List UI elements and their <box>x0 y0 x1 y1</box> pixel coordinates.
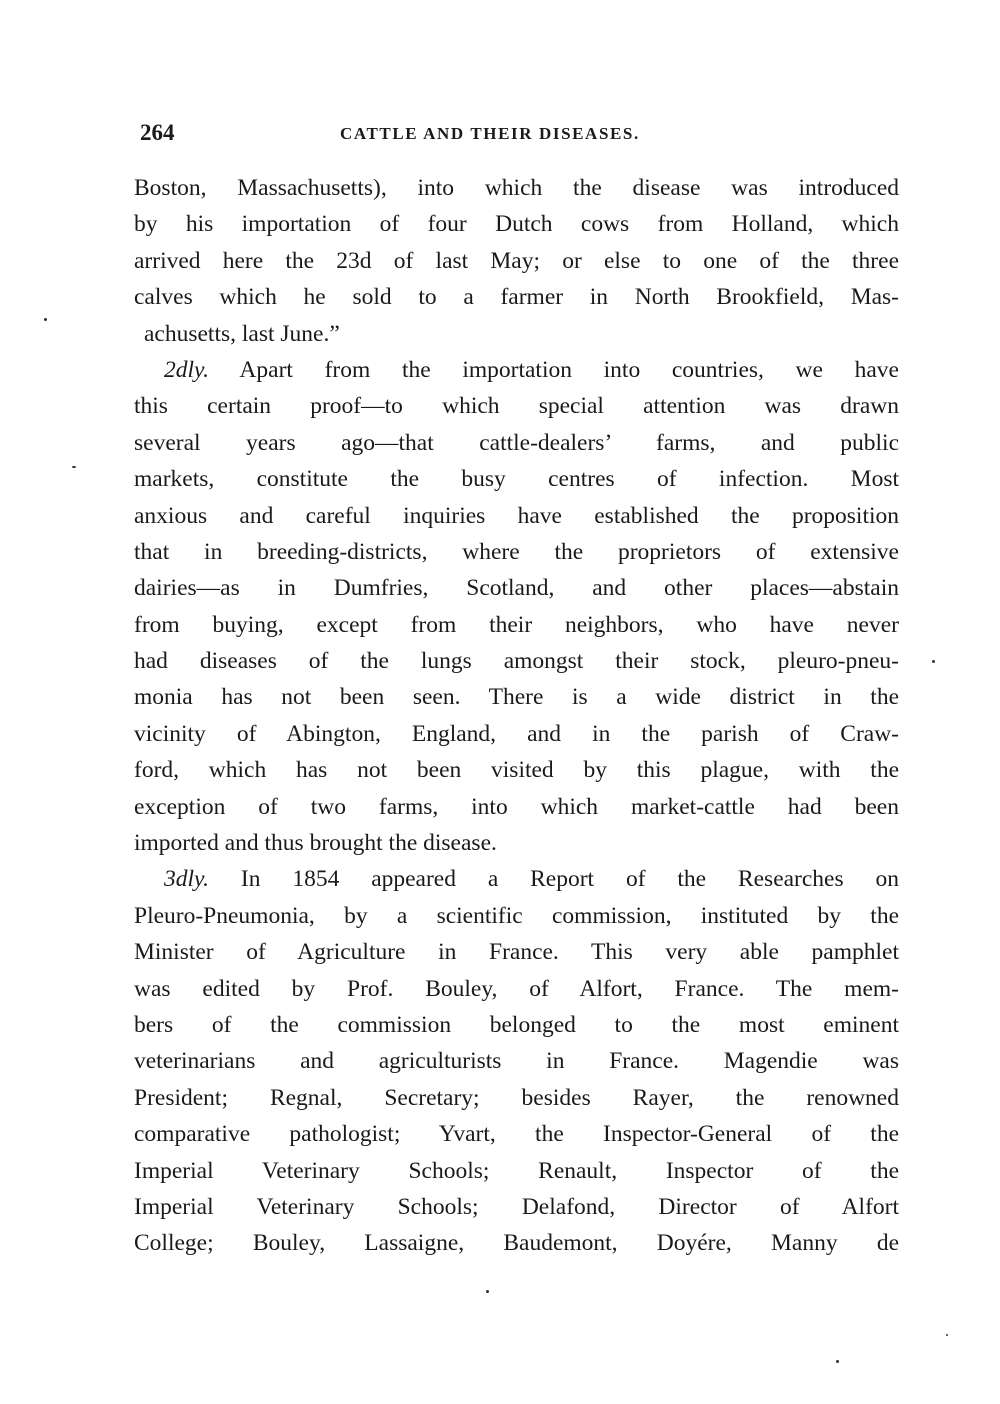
text-line: Pleuro-Pneumonia, by a scientific commission, instituted by the <box>134 902 899 929</box>
paragraph-lead: 2dly. <box>164 356 210 383</box>
text-line: from buying, except from their neighbors, who have never <box>134 611 899 638</box>
running-head: CATTLE AND THEIR DISEASES. <box>340 124 640 143</box>
text-line: Imperial Veterinary Schools; Delafond, Director of Alfort <box>134 1193 899 1220</box>
page-number: 264 <box>140 120 175 145</box>
text-line: ford, which has not been visited by this plague, with the <box>134 757 899 784</box>
paragraph-start-line: 2dly. Apart from the importation into countries, we have <box>164 356 899 383</box>
text-line: this certain proof—to which special attention was drawn <box>134 393 899 420</box>
paragraph-lead: 3dly. <box>164 866 210 893</box>
body-text <box>134 170 899 1262</box>
paragraph-start-line: 3dly. In 1854 appeared a Report of the Researches on <box>164 866 899 893</box>
text-line: calves which he sold to a farmer in North Brookfield, Mas- <box>134 284 899 311</box>
text-line: monia has not been seen. There is a wide district in the <box>134 684 899 711</box>
page-header <box>140 120 900 156</box>
scan-speck <box>486 1290 489 1293</box>
text-line: achusetts, last June.” <box>144 320 340 347</box>
text-line: by his importation of four Dutch cows from Holland, which <box>134 211 899 238</box>
text-line: that in breeding-districts, where the proprietors of extensive <box>134 538 899 565</box>
scan-speck <box>932 660 935 663</box>
text-line: Boston, Massachusetts), into which the disease was introduced <box>134 175 899 201</box>
text-line: markets, constitute the busy centres of infection. Most <box>134 466 899 493</box>
text-line: Imperial Veterinary Schools; Renault, Inspector of the <box>134 1157 899 1184</box>
text-line: bers of the commission belonged to the most eminent <box>134 1011 899 1038</box>
text-line: dairies—as in Dumfries, Scotland, and other places—abstain <box>134 575 899 602</box>
scan-speck <box>946 1334 948 1336</box>
text-line: veterinarians and agriculturists in France. Magendie was <box>134 1048 899 1075</box>
text-line: had diseases of the lungs amongst their stock, pleuro-pneu- <box>134 648 899 675</box>
text-line: several years ago—that cattle-dealers’ farms, and public <box>134 429 899 456</box>
text-line: College; Bouley, Lassaigne, Baudemont, Doyére, Manny de <box>134 1230 899 1257</box>
text-line: comparative pathologist; Yvart, the Inspector-General of the <box>134 1121 899 1148</box>
scan-speck <box>44 318 47 321</box>
scan-speck <box>72 466 76 468</box>
text-line: arrived here the 23d of last May; or else to one of the three <box>134 247 899 274</box>
text-line: anxious and careful inquiries have established the proposition <box>134 502 899 529</box>
text-line: was edited by Prof. Bouley, of Alfort, France. The mem- <box>134 975 899 1002</box>
text-line: exception of two farms, into which market-cattle had been <box>134 793 899 820</box>
text-line: Minister of Agriculture in France. This very able pamphlet <box>134 939 899 966</box>
text-line: vicinity of Abington, England, and in the parish of Craw- <box>134 720 899 747</box>
scan-speck <box>836 1360 839 1363</box>
text-line: President; Regnal, Secretary; besides Rayer, the renowned <box>134 1084 899 1111</box>
text-line: imported and thus brought the disease. <box>134 830 497 857</box>
